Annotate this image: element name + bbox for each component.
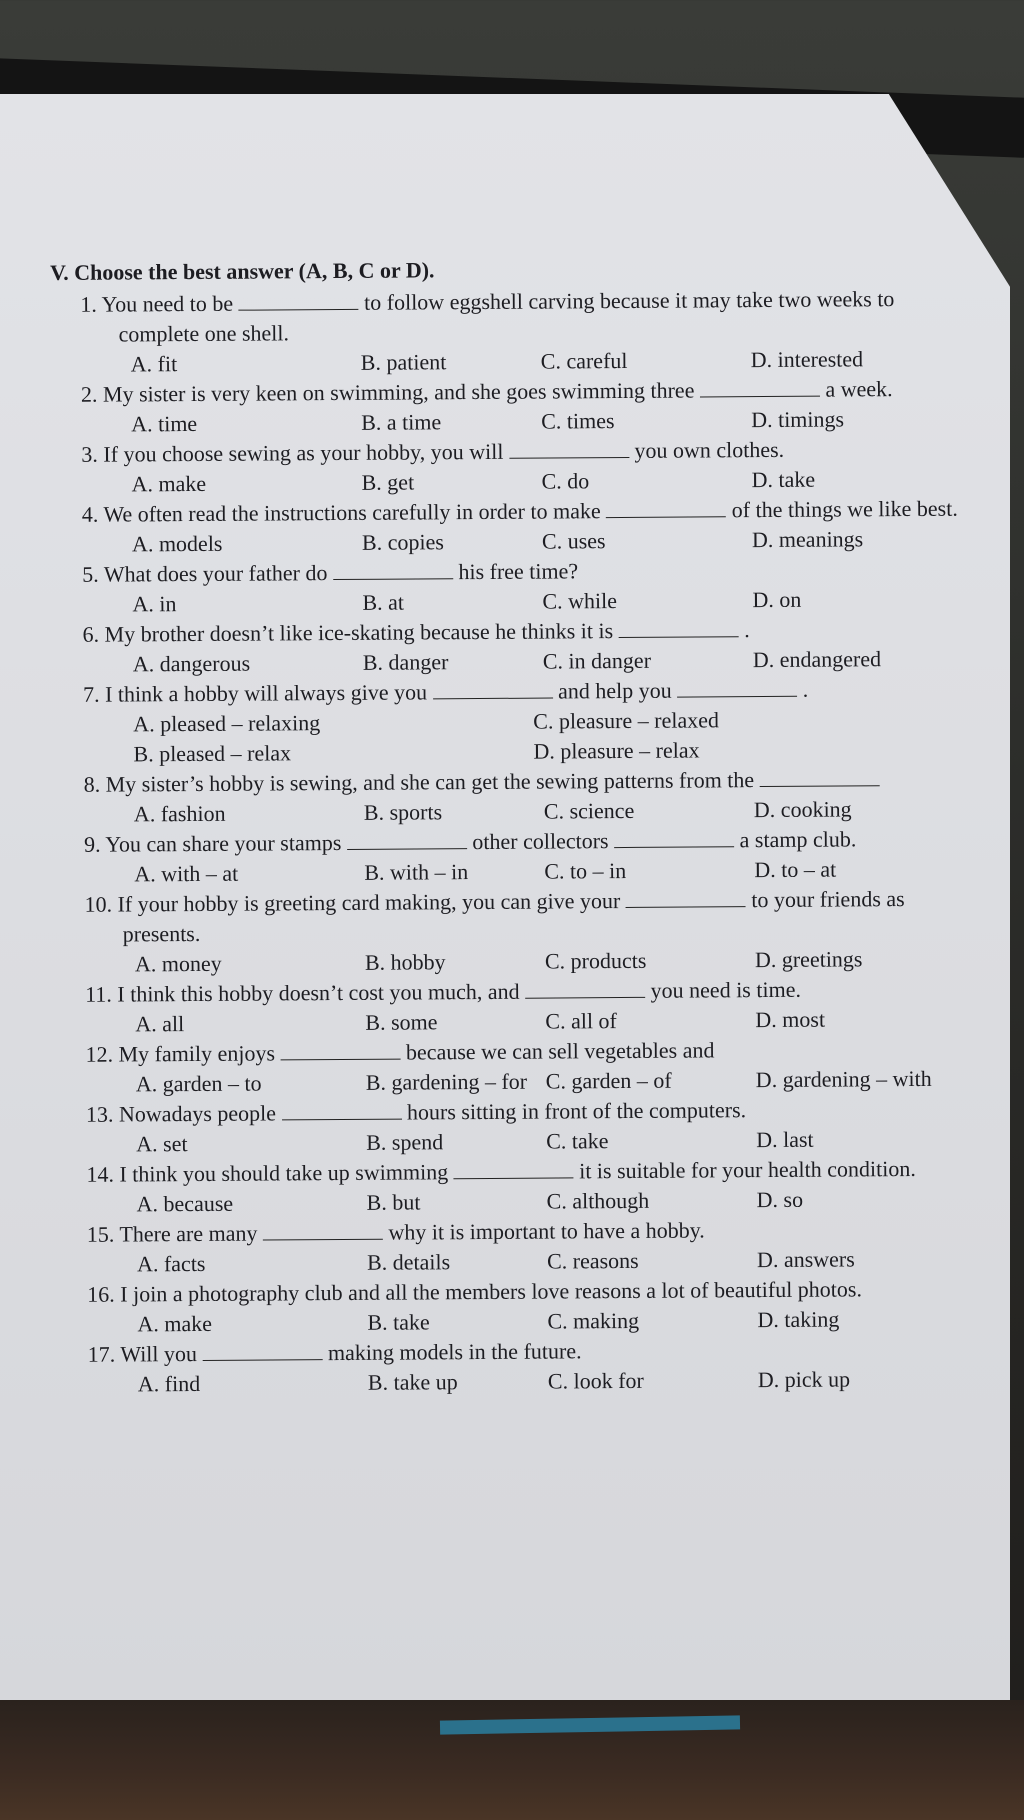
answer-option: D. on	[752, 586, 802, 613]
answer-option: B. a time	[361, 409, 442, 435]
answer-option: A. fashion	[133, 800, 226, 827]
question-text-part: why it is important to have a hobby.	[388, 1217, 705, 1245]
question-number: 3.	[81, 441, 104, 467]
question-item	[85, 974, 975, 1040]
answer-blank	[347, 830, 467, 850]
answer-blank	[614, 828, 734, 848]
answer-blank	[606, 498, 726, 518]
question-text-part: You need to be	[101, 290, 234, 317]
answer-option: B. get	[361, 469, 415, 495]
question-text-part: I join a photography club and all the members love reasons a lot of beautiful photos.	[120, 1276, 863, 1307]
question-number: 8.	[83, 771, 106, 797]
question-text-part: You can share your stamps	[105, 829, 342, 857]
question-number: 12.	[85, 1041, 119, 1067]
answer-option: A. make	[131, 470, 207, 497]
question-number: 1.	[80, 291, 102, 317]
question-number: 4.	[81, 501, 104, 527]
answer-option: A. set	[136, 1131, 188, 1157]
question-number: 11.	[85, 981, 118, 1007]
answer-option: C. in danger	[542, 647, 652, 674]
answer-option: A. money	[134, 950, 222, 977]
answer-option: D. pick up	[757, 1366, 851, 1393]
answer-option: C. although	[546, 1187, 650, 1214]
answer-option: A. pleased – relaxing	[133, 710, 321, 737]
question-text-part: because we can sell vegetables and	[405, 1037, 715, 1065]
question-item	[81, 434, 971, 500]
question-item	[82, 554, 972, 620]
question-text-part: If your hobby is greeting card making, you can give your	[117, 888, 621, 917]
answer-option: B. danger	[362, 649, 449, 675]
answer-blank	[700, 378, 820, 398]
question-number: 5.	[82, 561, 104, 587]
answer-option: C. times	[541, 408, 615, 434]
answer-option: C. reasons	[546, 1247, 639, 1274]
question-number: 14.	[86, 1161, 120, 1187]
question-number: 7.	[82, 681, 106, 707]
question-item	[85, 1034, 975, 1100]
question-text-part: .	[802, 676, 809, 702]
question-text-part: Nowadays people	[118, 1100, 277, 1127]
question-text-part: other collectors	[472, 828, 609, 855]
answer-option: B. gardening – for	[365, 1068, 528, 1095]
question-text-part: We often read the instructions carefully in order to make	[103, 498, 601, 527]
question-text-part: My family enjoys	[118, 1040, 276, 1067]
question-text	[80, 284, 970, 350]
question-text	[86, 1154, 976, 1190]
question-item	[87, 1274, 977, 1340]
answer-blank	[280, 1041, 400, 1061]
answer-option: D. taking	[757, 1306, 840, 1333]
answer-option: B. at	[362, 589, 405, 615]
answer-blank	[432, 680, 552, 700]
answer-option: B. some	[365, 1009, 438, 1035]
answer-option: D. gardening – with	[755, 1065, 932, 1093]
question-text-part: his free time?	[458, 558, 579, 585]
answer-blank	[509, 439, 629, 459]
answer-option: C. products	[544, 947, 647, 974]
question-number: 9.	[84, 831, 106, 857]
answer-option: B. copies	[361, 529, 444, 555]
answer-option: D. most	[755, 1006, 826, 1033]
answer-blank	[677, 678, 797, 698]
answer-option: C. garden – of	[545, 1067, 672, 1094]
answer-option: A. in	[132, 591, 177, 617]
question-text-part: a stamp club.	[739, 826, 857, 853]
question-text-part: I think you should take up swimming	[119, 1159, 449, 1187]
answer-option: B. sports	[363, 799, 443, 825]
answer-blank	[626, 888, 746, 908]
question-item	[81, 374, 971, 440]
answer-blank	[525, 979, 645, 999]
answer-option: B. patient	[360, 349, 447, 375]
answer-option: D. so	[756, 1186, 804, 1213]
answer-option: D. answers	[756, 1246, 855, 1273]
question-list	[50, 284, 978, 1400]
answer-option: B. take up	[367, 1369, 458, 1395]
question-number: 6.	[82, 621, 105, 647]
answer-option: C. look for	[547, 1367, 644, 1394]
answer-option: C. all of	[545, 1008, 617, 1034]
question-text-part: hours sitting in front of the computers.	[406, 1097, 747, 1125]
question-text	[84, 824, 974, 860]
question-text	[87, 1274, 977, 1310]
question-text-part: There are many	[119, 1220, 258, 1247]
answer-option: A. find	[137, 1370, 201, 1397]
answer-option: C. uses	[541, 528, 606, 554]
answer-option: B. with – in	[364, 859, 469, 885]
answer-option: D. meanings	[751, 526, 864, 553]
desk-background	[0, 1700, 1024, 1820]
answer-option: A. because	[136, 1190, 234, 1217]
answer-option: D. cooking	[753, 796, 852, 823]
question-text-part: to your friends as presents.	[122, 886, 905, 947]
question-text-part: to follow eggshell carving because it may take two weeks to complete one shell.	[118, 286, 895, 347]
question-text-part: .	[744, 617, 750, 643]
answer-option: C. do	[541, 468, 590, 494]
answer-option: C. careful	[540, 347, 628, 374]
question-item	[87, 1214, 977, 1280]
answer-option: B. pleased – relax	[133, 740, 292, 767]
question-number: 17.	[87, 1341, 121, 1367]
question-number: 2.	[80, 381, 104, 407]
question-text-part: My sister is very keen on swimming, and she goes swimming three	[102, 377, 695, 407]
answer-blank	[333, 560, 453, 580]
answer-option: D. endangered	[752, 646, 882, 673]
question-item	[82, 494, 972, 560]
question-text-part: you need is time.	[650, 976, 802, 1003]
answer-blank	[619, 618, 739, 638]
answer-blank	[281, 1101, 401, 1121]
question-text-part: making models in the future.	[327, 1338, 582, 1366]
answer-option: B. details	[366, 1249, 451, 1275]
question-item	[88, 1334, 978, 1400]
answer-option: B. take	[367, 1309, 430, 1335]
answer-option: A. facts	[136, 1250, 206, 1277]
answer-option: D. timings	[751, 406, 845, 433]
answer-option: B. spend	[366, 1129, 444, 1155]
worksheet-content	[50, 252, 978, 1400]
question-number: 10.	[84, 891, 118, 917]
answer-option: C. take	[546, 1128, 609, 1154]
question-text-part: a week.	[825, 376, 893, 402]
question-text-part: you own clothes.	[634, 436, 785, 463]
question-item	[84, 764, 974, 830]
answer-option: C. pleasure – relaxed	[533, 707, 720, 734]
question-text-part: My sister’s hobby is sewing, and she can get the sewing patterns from the	[105, 767, 755, 797]
section-heading: V. Choose the best answer (A, B, C or D).	[50, 257, 435, 285]
answer-option: A. fit	[130, 351, 178, 377]
answer-option: D. to – at	[754, 856, 837, 883]
answer-option: B. but	[366, 1189, 421, 1215]
question-item	[80, 284, 971, 380]
answer-option: A. with – at	[134, 860, 239, 887]
question-text-part: My brother doesn’t like ice-skating because he thinks it is	[104, 618, 614, 647]
question-text-part: I think a hobby will always give you	[104, 679, 428, 707]
answer-blank	[263, 1221, 383, 1241]
question-text-part: Will you	[120, 1341, 198, 1367]
question-number: 15.	[86, 1221, 120, 1247]
question-item	[83, 614, 973, 680]
answer-option: B. hobby	[364, 949, 446, 975]
question-text-part: I think this hobby doesn’t cost you much, and	[117, 978, 520, 1007]
question-item	[83, 674, 974, 770]
question-text-part: If you choose sewing as your hobby, you will	[103, 438, 504, 467]
question-item	[86, 1154, 976, 1220]
question-text	[84, 884, 974, 950]
question-item	[86, 1094, 976, 1160]
answer-option: D. interested	[750, 346, 864, 373]
answer-option: A. time	[131, 410, 198, 437]
answer-options	[83, 704, 973, 770]
question-text-part: of the things we like best.	[731, 495, 958, 523]
answer-option: A. make	[137, 1310, 213, 1337]
answer-blank	[202, 1341, 322, 1361]
answer-option: C. while	[542, 588, 618, 614]
answer-option: A. dangerous	[132, 650, 251, 677]
question-item	[84, 884, 975, 980]
answer-blank	[760, 767, 880, 787]
answer-option: D. greetings	[754, 946, 863, 973]
question-text-part: and help you	[557, 677, 672, 704]
question-text-part: What does your father do	[103, 560, 328, 587]
question-number: 13.	[85, 1101, 120, 1127]
answer-option: C. making	[547, 1307, 640, 1334]
answer-option: C. science	[543, 797, 635, 824]
answer-option: A. garden – to	[135, 1070, 262, 1097]
answer-option: D. pleasure – relax	[533, 737, 700, 764]
answer-option: D. last	[756, 1126, 814, 1153]
answer-option: A. all	[135, 1011, 185, 1037]
answer-option: C. to – in	[544, 857, 627, 884]
answer-options	[88, 1364, 978, 1400]
question-item	[84, 824, 974, 890]
question-text-part: it is suitable for your health condition.	[579, 1155, 916, 1184]
answer-blank	[454, 1159, 574, 1179]
answer-option: D. take	[751, 466, 816, 493]
answer-option: A. models	[131, 530, 223, 557]
answer-blank	[239, 291, 359, 311]
question-number: 16.	[87, 1281, 121, 1307]
